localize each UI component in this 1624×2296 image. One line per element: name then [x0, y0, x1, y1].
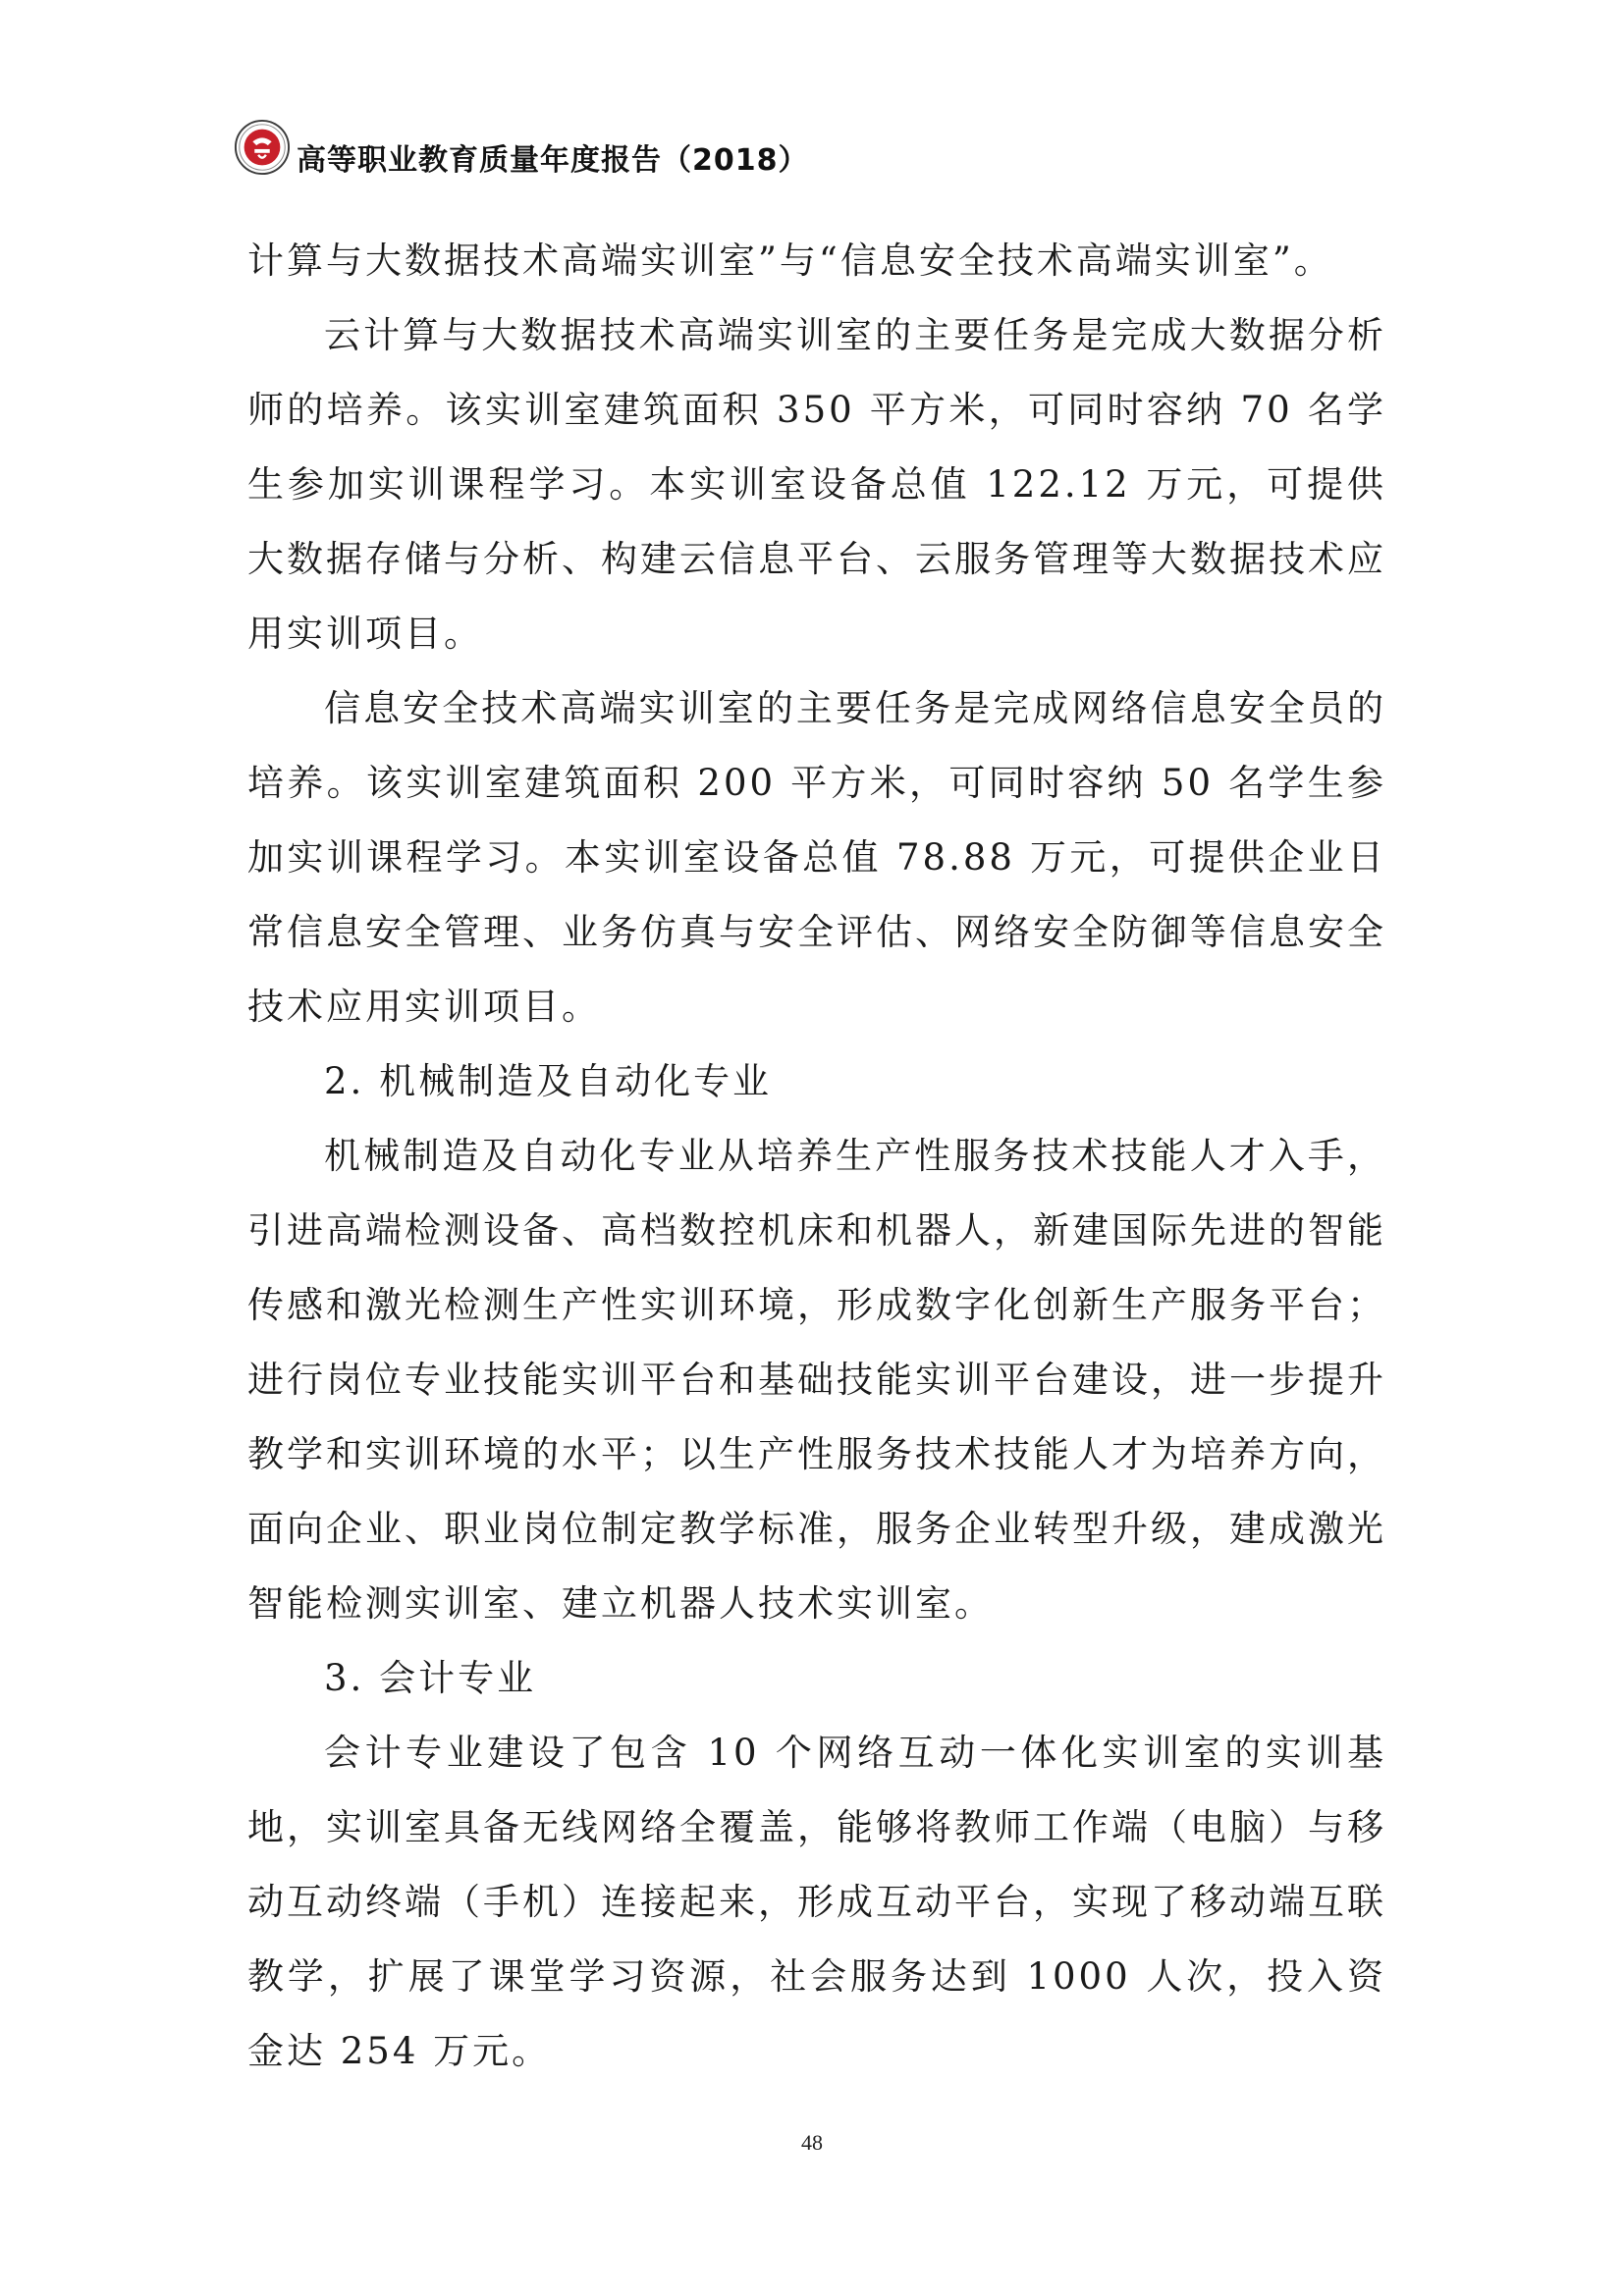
paragraph-accounting: 会计专业建设了包含 10 个网络互动一体化实训室的实训基地，实训室具备无线网络全覆盖，能够将教师工作端（电脑）与移动互动终端（手机）连接起来，形成互动平台，实现了移动端互联教学，扩展了课堂学习资源，社会服务达到 1000 人次，投入资金达 254 万元。 — [247, 1732, 1386, 2072]
section-heading-mechanical: 2. 机械制造及自动化专业 — [324, 1060, 773, 1102]
paragraph-mechanical: 机械制造及自动化专业从培养生产性服务技术技能人才入手，引进高端检测设备、高档数控机床和机器人，新建国际先进的智能传感和激光检测生产性实训环境，形成数字化创新生产服务平台；进行岗位专业技能实训平台和基础技能实训平台建设，进一步提升教学和实训环境的水平；以生产性服务技术技能人才为培养方向，面向企业、职业岗位制定教学标准，服务企业转型升级，建成激光智能检测实训室、建立机器人技术实训室。 — [247, 1135, 1386, 1625]
paragraph-cloud-lab: 云计算与大数据技术高端实训室的主要任务是完成大数据分析师的培养。该实训室建筑面积 350 平方米，可同时容纳 70 名学生参加实训课程学习。本实训室设备总值 122.12 万元，可提供大数据存储与分析、构建云信息平台、云服务管理等大数据技术应用实训项目。 — [247, 314, 1386, 655]
paragraph-continuation: 计算与大数据技术高端实训室”与“信息安全技术高端实训室”。 — [247, 240, 1333, 282]
running-header — [234, 118, 809, 177]
page-number: 48 — [801, 2130, 823, 2155]
paragraph-security-lab: 信息安全技术高端实训室的主要任务是完成网络信息安全员的培养。该实训室建筑面积 200 平方米，可同时容纳 50 名学生参加实训课程学习。本实训室设备总值 78.88 万元，可提供企业日常信息安全管理、业务仿真与安全评估、网络安全防御等信息安全技术应用实训项目。 — [247, 687, 1386, 1028]
document-body — [247, 224, 1386, 2089]
college-emblem-icon — [234, 119, 291, 176]
report-title: 高等职业教育质量年度报告（2018） — [297, 143, 809, 178]
section-heading-accounting: 3. 会计专业 — [324, 1657, 537, 1699]
